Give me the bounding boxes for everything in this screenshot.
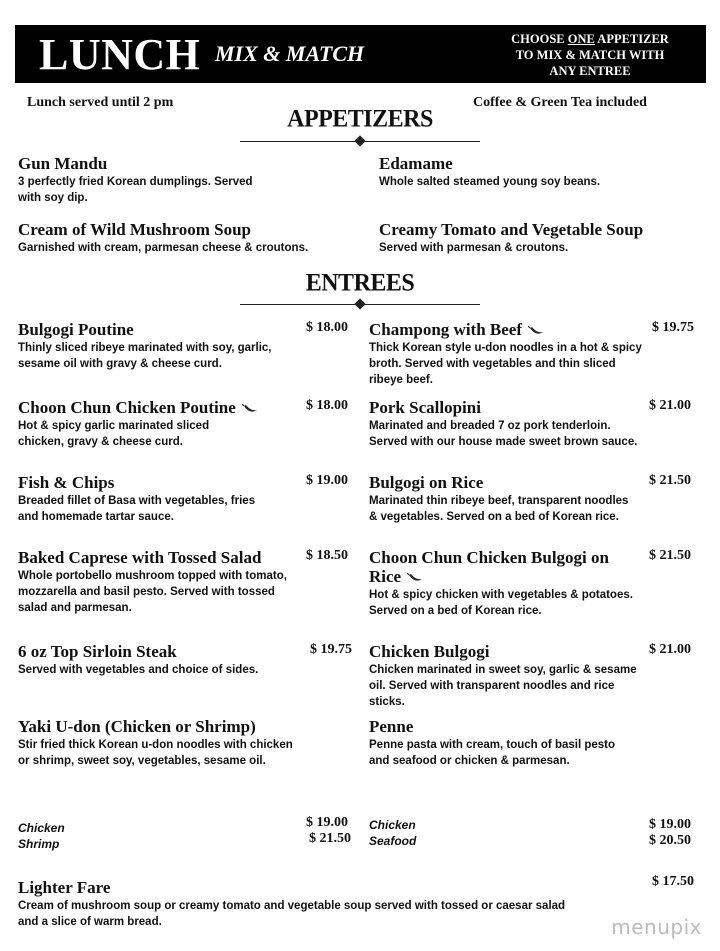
choose-line-2: TO MIX & MATCH WITH (515, 48, 665, 62)
item-price: $ 19.75 (310, 642, 352, 657)
menu-item (18, 154, 358, 206)
ornament-icon (354, 135, 365, 146)
item-name: Creamy Tomato and Vegetable Soup (379, 220, 644, 239)
choose-line-1: CHOOSE ONE APPETIZER (511, 32, 669, 46)
item-name: 6 oz Top Sirloin Steak (18, 642, 177, 661)
menu-item (369, 642, 639, 710)
menu-item (18, 320, 293, 372)
menu-item (18, 220, 373, 256)
menu-item (369, 398, 639, 450)
chili-pepper-icon (528, 326, 544, 336)
option-label: Chicken (369, 818, 416, 832)
item-price: $ 18.00 (306, 320, 348, 335)
item-name: Gun Mandu (18, 154, 108, 173)
menu-item (369, 717, 624, 769)
watermark: menupix (611, 915, 702, 939)
option-price: $ 21.50 (309, 831, 351, 846)
ornament-icon (354, 298, 365, 309)
chili-pepper-icon (242, 404, 258, 414)
item-price: $ 19.75 (652, 320, 694, 335)
item-name: Bulgogi on Rice (369, 473, 484, 492)
item-description: Garnished with cream, parmesan cheese & croutons. (18, 242, 309, 254)
option-label: Chicken (18, 821, 65, 835)
item-name: Bulgogi Poutine (18, 320, 134, 339)
chili-pepper-icon (407, 573, 423, 583)
item-name: Chicken Bulgogi (369, 642, 490, 661)
item-name: Cream of Wild Mushroom Soup (18, 220, 252, 239)
item-price: $ 17.50 (652, 874, 694, 889)
item-description: Marinated thin ribeye beef, transparent noodles & vegetables. Served on a bed of Korean rice. (369, 495, 629, 523)
item-description: Stir fried thick Korean u-don noodles with chicken or shrimp, sweet soy, vegetables, sesame oil. (18, 739, 293, 767)
item-description: Breaded fillet of Basa with vegetables, fries and homemade tartar sauce. (18, 495, 256, 523)
menu-item (18, 717, 293, 769)
item-name: Baked Caprese with Tossed Salad (18, 548, 262, 567)
menu-item (369, 473, 639, 525)
item-description: Thick Korean style u-don noodles in a hot & spicy broth. Served with vegetables and thin sliced ribeye beef. (369, 342, 642, 386)
menu-subtitle: MIX & MATCH (215, 41, 365, 66)
menu-item (18, 878, 578, 930)
item-description: 3 perfectly fried Korean dumplings. Served with soy dip. (18, 176, 253, 204)
item-name: Edamame (379, 154, 453, 173)
menu-item (18, 642, 288, 678)
item-description: Served with parmesan & croutons. (379, 242, 569, 254)
item-price: $ 21.00 (649, 642, 691, 657)
menu-item (18, 548, 298, 616)
item-price: $ 19.00 (306, 473, 348, 488)
item-description: Served with vegetables and choice of sides. (18, 664, 259, 676)
item-description: Hot & spicy chicken with vegetables & potatoes. Served on a bed of Korean rice. (369, 589, 633, 617)
option-label: Seafood (369, 834, 417, 848)
item-price: $ 18.00 (306, 398, 348, 413)
item-description: Hot & spicy garlic marinated sliced chicken, gravy & cheese curd. (18, 420, 210, 448)
menu-item (369, 548, 641, 619)
menu-title: LUNCH (39, 30, 201, 79)
appetizers-heading: APPETIZERS (287, 105, 433, 133)
item-name: Lighter Fare (18, 878, 111, 897)
item-price: $ 21.50 (649, 473, 691, 488)
menu-item (379, 220, 719, 256)
item-name: Fish & Chips (18, 473, 115, 492)
item-description: Whole salted steamed young soy beans. (379, 176, 601, 188)
item-description: Marinated and breaded 7 oz pork tenderloin. Served with our house made sweet brown sauce. (369, 420, 638, 448)
menu-item (18, 398, 308, 450)
lunch-hours-note: Lunch served until 2 pm (27, 95, 174, 110)
item-description: Cream of mushroom soup or creamy tomato and vegetable soup served with tossed or caesar salad and a slice of warm bread. (18, 900, 566, 928)
option-price: $ 19.00 (306, 815, 348, 830)
option-price: $ 20.50 (649, 833, 691, 848)
item-name: Yaki U-don (Chicken or Shrimp) (18, 717, 256, 736)
menu-item (18, 473, 273, 525)
choose-instructions (490, 31, 690, 79)
item-name: Pork Scallopini (369, 398, 481, 417)
item-price: $ 21.50 (649, 548, 691, 563)
item-name-row: Champong with Beef (369, 320, 644, 339)
item-description: Whole portobello mushroom topped with tomato, mozzarella and basil pesto. Served with tossed salad and parmesan. (18, 570, 287, 614)
item-price: $ 21.00 (649, 398, 691, 413)
entrees-heading: ENTREES (305, 269, 415, 297)
header-banner (15, 25, 706, 83)
menu-item (369, 320, 644, 388)
choose-line-3: ANY ENTREE (549, 64, 631, 78)
beverage-note: Coffee & Green Tea included (473, 95, 647, 110)
menu-item (379, 154, 719, 190)
item-description: Chicken marinated in sweet soy, garlic & sesame oil. Served with transparent noodles and rice sticks. (369, 664, 637, 708)
item-description: Penne pasta with cream, touch of basil pesto and seafood or chicken & parmesan. (369, 739, 616, 767)
item-name-row: Choon Chun Chicken Poutine (18, 398, 308, 417)
option-price: $ 19.00 (649, 817, 691, 832)
item-description: Thinly sliced ribeye marinated with soy, garlic, sesame oil with gravy & cheese curd. (18, 342, 272, 370)
item-name-row: Choon Chun Chicken Bulgogi on Rice (369, 548, 609, 586)
item-name: Penne (369, 717, 414, 736)
item-price: $ 18.50 (306, 548, 348, 563)
option-label: Shrimp (18, 837, 60, 851)
